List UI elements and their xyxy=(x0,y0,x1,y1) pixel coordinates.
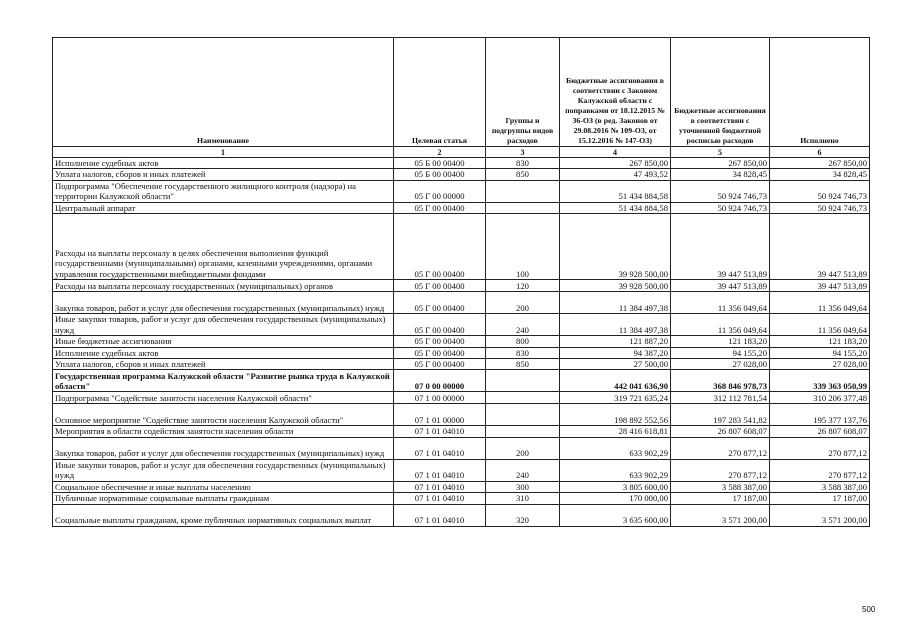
executed-amount: 34 828,45 xyxy=(770,169,870,180)
expense-group: 800 xyxy=(486,336,560,347)
row-name: Уплата налогов, сборов и иных платежей xyxy=(53,359,394,370)
expense-group: 240 xyxy=(486,314,560,336)
column-number: 6 xyxy=(770,147,870,158)
law-allocation: 3 805 600,00 xyxy=(560,481,671,492)
list-allocation: 50 924 746,73 xyxy=(671,180,770,202)
target-article: 05 Г 00 00400 xyxy=(394,292,486,314)
executed-amount: 339 363 050,99 xyxy=(770,370,870,392)
table-row xyxy=(53,359,870,370)
law-allocation: 198 892 552,56 xyxy=(560,404,671,426)
row-name: Основное мероприятие "Содействие занятости населения Калужской области" xyxy=(53,404,394,426)
executed-amount: 17 187,00 xyxy=(770,493,870,504)
target-article: 07 1 01 04010 xyxy=(394,459,486,481)
column-number: 4 xyxy=(560,147,671,158)
law-allocation: 28 416 618,81 xyxy=(560,426,671,437)
expense-group: 240 xyxy=(486,459,560,481)
row-name: Исполнение судебных актов xyxy=(53,347,394,358)
row-name: Подпрограмма "Обеспечение государственного жилищного контроля (надзора) на территории Калужской области" xyxy=(53,180,394,202)
list-allocation: 368 846 978,73 xyxy=(671,370,770,392)
table-row xyxy=(53,459,870,481)
column-number-row xyxy=(53,147,870,158)
executed-amount: 3 588 387,00 xyxy=(770,481,870,492)
table-row xyxy=(53,314,870,336)
executed-amount: 195 377 137,76 xyxy=(770,404,870,426)
table-row xyxy=(53,169,870,180)
expense-group: 830 xyxy=(486,158,560,169)
executed-amount: 310 206 377,48 xyxy=(770,392,870,404)
table-row xyxy=(53,481,870,492)
expense-group: 120 xyxy=(486,280,560,292)
law-allocation: 94 387,20 xyxy=(560,347,671,358)
law-allocation: 319 721 635,24 xyxy=(560,392,671,404)
table-row xyxy=(53,404,870,426)
row-name: Социальное обеспечение и иные выплаты населению xyxy=(53,481,394,492)
law-allocation: 121 887,20 xyxy=(560,336,671,347)
list-allocation: 17 187,00 xyxy=(671,493,770,504)
executed-amount: 11 356 049,64 xyxy=(770,314,870,336)
page-number: 500 xyxy=(862,605,876,614)
expense-group xyxy=(486,370,560,392)
row-name: Социальные выплаты гражданам, кроме публичных нормативных социальных выплат xyxy=(53,504,394,526)
law-allocation: 633 902,29 xyxy=(560,437,671,459)
law-allocation: 267 850,00 xyxy=(560,158,671,169)
list-allocation: 39 447 513,89 xyxy=(671,214,770,280)
row-name: Исполнение судебных актов xyxy=(53,158,394,169)
expense-group: 830 xyxy=(486,347,560,358)
executed-amount: 94 155,20 xyxy=(770,347,870,358)
row-name: Иные бюджетные ассигнования xyxy=(53,336,394,347)
row-name: Закупка товаров, работ и услуг для обеспечения государственных (муниципальных) нужд xyxy=(53,292,394,314)
target-article: 05 Б 00 00400 xyxy=(394,169,486,180)
executed-amount: 39 447 513,89 xyxy=(770,214,870,280)
header-expense-groups: Группы и подгруппы видов расходов xyxy=(486,38,560,147)
executed-amount: 27 028,00 xyxy=(770,359,870,370)
expense-group xyxy=(486,180,560,202)
row-name: Подпрограмма "Содействие занятости населения Калужской области" xyxy=(53,392,394,404)
law-allocation: 39 928 500,00 xyxy=(560,280,671,292)
row-name: Центральный аппарат xyxy=(53,202,394,213)
expense-group: 850 xyxy=(486,169,560,180)
law-allocation: 11 384 497,38 xyxy=(560,292,671,314)
executed-amount: 121 183,20 xyxy=(770,336,870,347)
list-allocation: 26 807 608,07 xyxy=(671,426,770,437)
table-row xyxy=(53,158,870,169)
expense-group: 200 xyxy=(486,437,560,459)
target-article: 05 Б 00 00400 xyxy=(394,158,486,169)
expense-group: 310 xyxy=(486,493,560,504)
list-allocation: 94 155,20 xyxy=(671,347,770,358)
law-allocation: 51 434 884,58 xyxy=(560,180,671,202)
column-number: 5 xyxy=(671,147,770,158)
law-allocation: 51 434 884,58 xyxy=(560,202,671,213)
target-article: 05 Г 00 00000 xyxy=(394,180,486,202)
table-row xyxy=(53,292,870,314)
executed-amount: 50 924 746,73 xyxy=(770,202,870,213)
executed-amount: 270 877,12 xyxy=(770,437,870,459)
header-target-article: Целевая статья xyxy=(394,38,486,147)
table-row xyxy=(53,347,870,358)
expense-group: 100 xyxy=(486,214,560,280)
target-article: 05 Г 00 00400 xyxy=(394,214,486,280)
budget-table xyxy=(52,37,870,527)
list-allocation: 270 877,12 xyxy=(671,459,770,481)
list-allocation: 27 028,00 xyxy=(671,359,770,370)
list-allocation: 39 447 513,89 xyxy=(671,280,770,292)
target-article: 05 Г 00 00400 xyxy=(394,359,486,370)
table-body xyxy=(53,158,870,527)
table-row xyxy=(53,202,870,213)
expense-group xyxy=(486,392,560,404)
expense-group xyxy=(486,404,560,426)
law-allocation: 170 000,00 xyxy=(560,493,671,504)
list-allocation: 197 283 541,82 xyxy=(671,404,770,426)
law-allocation: 39 928 500,00 xyxy=(560,214,671,280)
table-row xyxy=(53,504,870,526)
list-allocation: 121 183,20 xyxy=(671,336,770,347)
row-name: Расходы на выплаты персоналу в целях обеспечения выполнения функций государственными (муниципальными) органами, казенными учреждениями, органами управления государственными внебюджетными фондами xyxy=(53,214,394,280)
header-row xyxy=(53,38,870,147)
expense-group xyxy=(486,202,560,213)
law-allocation: 27 500,00 xyxy=(560,359,671,370)
executed-amount: 26 807 608,07 xyxy=(770,426,870,437)
target-article: 07 0 00 00000 xyxy=(394,370,486,392)
table-row xyxy=(53,280,870,292)
list-allocation: 11 356 049,64 xyxy=(671,292,770,314)
target-article: 07 1 01 04010 xyxy=(394,504,486,526)
column-number: 1 xyxy=(53,147,394,158)
table-row xyxy=(53,493,870,504)
table-row xyxy=(53,426,870,437)
list-allocation: 267 850,00 xyxy=(671,158,770,169)
list-allocation: 312 112 781,54 xyxy=(671,392,770,404)
row-name: Иные закупки товаров, работ и услуг для обеспечения государственных (муниципальных) нужд xyxy=(53,459,394,481)
header-budget-list-allocations: Бюджетные ассигнования в соответствии с уточненной бюджетной росписью расходов xyxy=(671,38,770,147)
row-name: Публичные нормативные социальные выплаты гражданам xyxy=(53,493,394,504)
executed-amount: 11 356 049,64 xyxy=(770,292,870,314)
target-article: 07 1 01 04010 xyxy=(394,493,486,504)
list-allocation: 11 356 049,64 xyxy=(671,314,770,336)
executed-amount: 3 571 200,00 xyxy=(770,504,870,526)
column-number: 2 xyxy=(394,147,486,158)
row-name: Иные закупки товаров, работ и услуг для обеспечения государственных (муниципальных) нужд xyxy=(53,314,394,336)
executed-amount: 50 924 746,73 xyxy=(770,180,870,202)
table-row xyxy=(53,370,870,392)
table-row xyxy=(53,214,870,280)
law-allocation: 47 493,52 xyxy=(560,169,671,180)
header-name: Наименование xyxy=(53,38,394,147)
list-allocation: 3 588 387,00 xyxy=(671,481,770,492)
expense-group xyxy=(486,426,560,437)
table-row xyxy=(53,392,870,404)
executed-amount: 267 850,00 xyxy=(770,158,870,169)
target-article: 05 Г 00 00400 xyxy=(394,280,486,292)
header-executed: Исполнено xyxy=(770,38,870,147)
expense-group: 320 xyxy=(486,504,560,526)
target-article: 05 Г 00 00400 xyxy=(394,314,486,336)
law-allocation: 3 635 600,00 xyxy=(560,504,671,526)
list-allocation: 34 828,45 xyxy=(671,169,770,180)
law-allocation: 442 041 636,90 xyxy=(560,370,671,392)
row-name: Расходы на выплаты персоналу государственных (муниципальных) органов xyxy=(53,280,394,292)
law-allocation: 11 384 497,38 xyxy=(560,314,671,336)
target-article: 07 1 01 04010 xyxy=(394,437,486,459)
row-name: Закупка товаров, работ и услуг для обеспечения государственных (муниципальных) нужд xyxy=(53,437,394,459)
list-allocation: 270 877,12 xyxy=(671,437,770,459)
target-article: 05 Г 00 00400 xyxy=(394,347,486,358)
list-allocation: 50 924 746,73 xyxy=(671,202,770,213)
row-name: Государственная программа Калужской области "Развитие рынка труда в Калужской области" xyxy=(53,370,394,392)
row-name: Уплата налогов, сборов и иных платежей xyxy=(53,169,394,180)
executed-amount: 270 877,12 xyxy=(770,459,870,481)
row-name: Мероприятия в области содействия занятости населения области xyxy=(53,426,394,437)
executed-amount: 39 447 513,89 xyxy=(770,280,870,292)
law-allocation: 633 902,29 xyxy=(560,459,671,481)
table-row xyxy=(53,437,870,459)
expense-group: 850 xyxy=(486,359,560,370)
expense-group: 200 xyxy=(486,292,560,314)
table-row xyxy=(53,336,870,347)
target-article: 07 1 00 00000 xyxy=(394,392,486,404)
target-article: 05 Г 00 00400 xyxy=(394,336,486,347)
target-article: 07 1 01 04010 xyxy=(394,481,486,492)
header-law-allocations: Бюджетные ассигнования в соответствии с Законом Калужской области с поправками от 18.12.2015 № 36-ОЗ (в ред. Законов от 29.08.2016 № 109-ОЗ, от 15.12.2016 № 147-ОЗ) xyxy=(560,38,671,147)
list-allocation: 3 571 200,00 xyxy=(671,504,770,526)
target-article: 05 Г 00 00400 xyxy=(394,202,486,213)
target-article: 07 1 01 00000 xyxy=(394,404,486,426)
column-number: 3 xyxy=(486,147,560,158)
table-row xyxy=(53,180,870,202)
expense-group: 300 xyxy=(486,481,560,492)
target-article: 07 1 01 04010 xyxy=(394,426,486,437)
